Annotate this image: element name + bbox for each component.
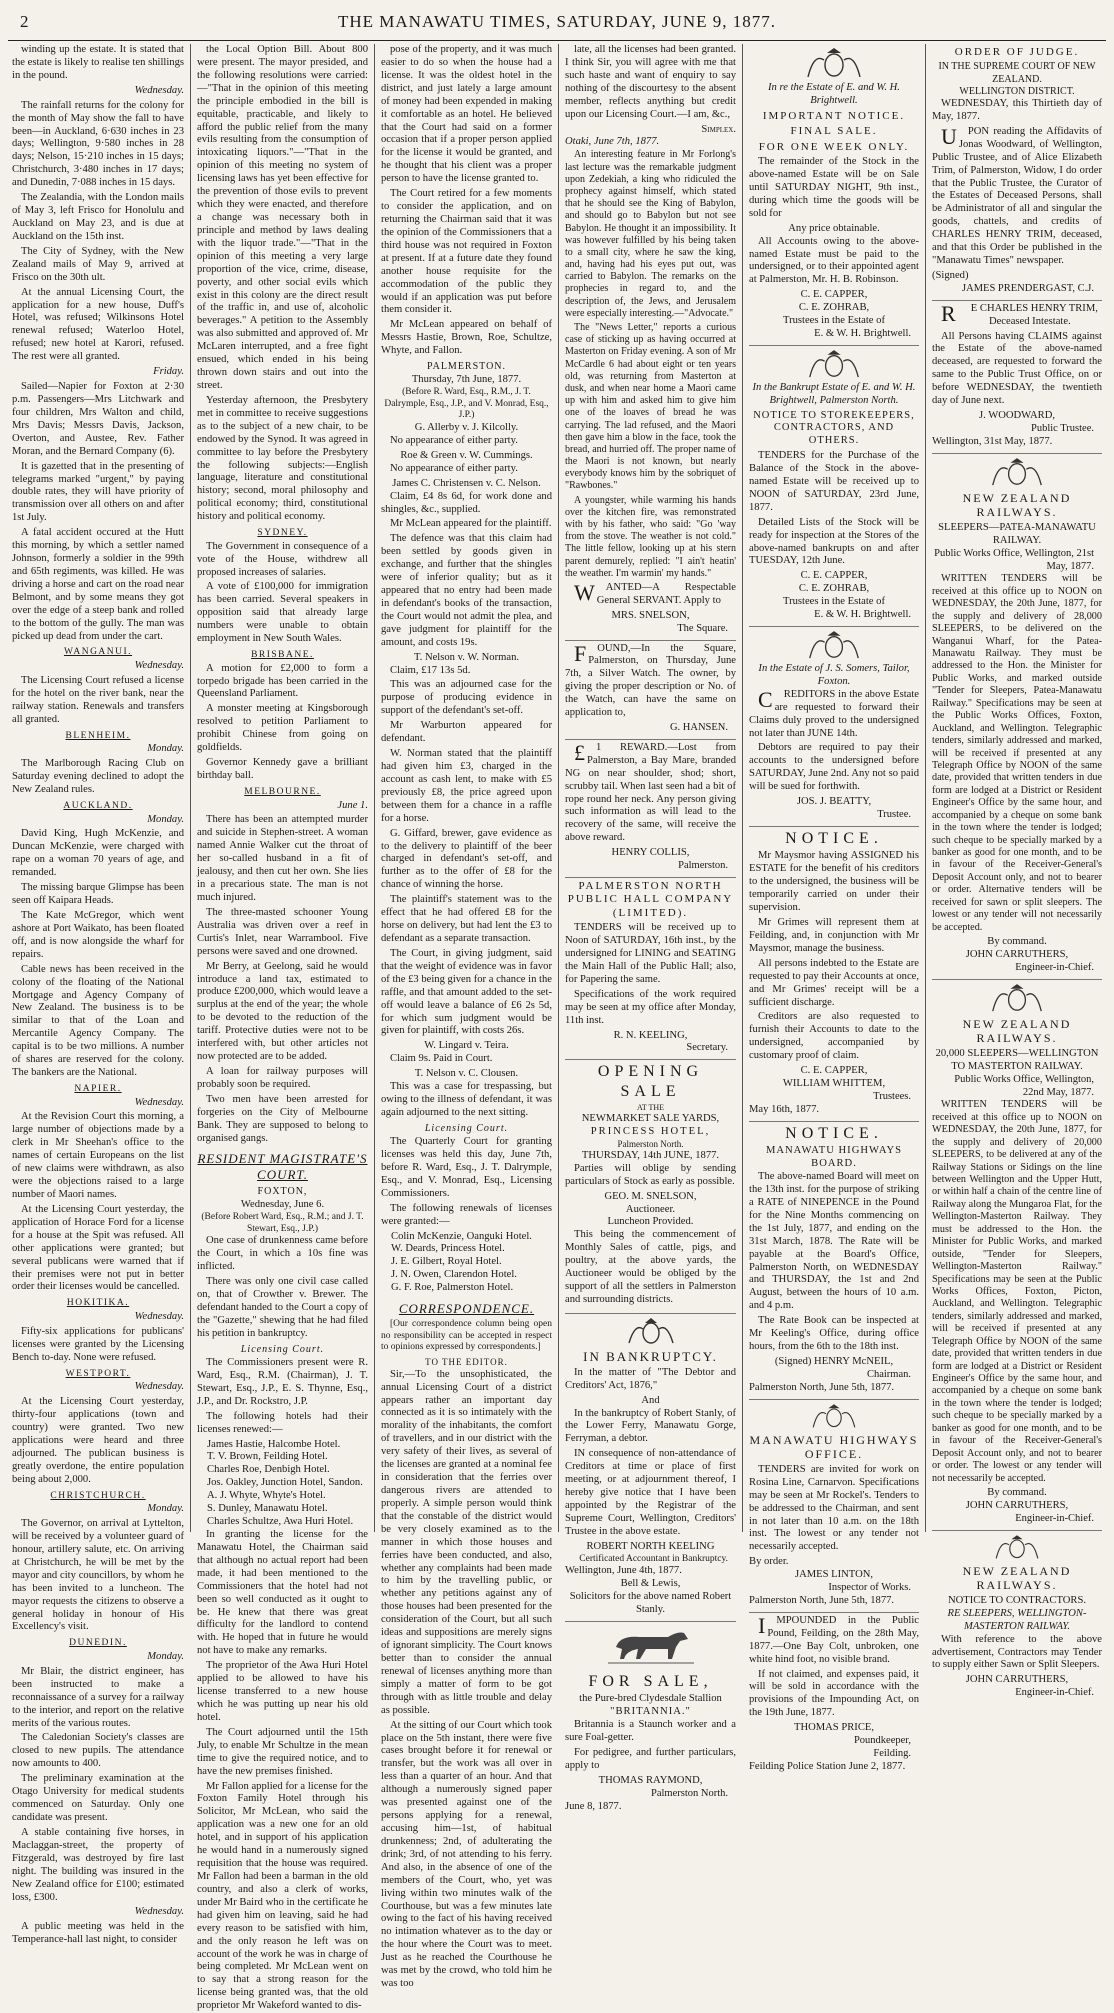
ad-railways-contractors <box>932 1534 1102 1705</box>
list-item: Jos. Oakley, Junction Hotel, Sandon. <box>207 1477 363 1489</box>
article: The missing barque Glimpse has been seen off Kaipara Heads. <box>12 882 184 907</box>
ad-line: Public Works Office, Wellington, 22nd May, 1877. <box>954 1073 1094 1098</box>
article: The Licensing Court refused a license for the hotel on the river bank, near the railway station. Renewals and transfers all granted. <box>12 674 184 725</box>
ad-signature: Auctioneer. <box>625 1203 676 1215</box>
article: The rainfall returns for the colony for the month of May show the fall to have been—in Auckland, 6·630 inches in 23 days; Wellington, 9·580 inches in 28 days; Nelson, 15·210 inches in 15 days; Christchurch, 3·480 inches in 17 days; and Dunedin, 7·088 inches in 15 days. <box>12 99 184 189</box>
masthead <box>0 0 1114 42</box>
article: The following renewals of licenses were granted:— <box>381 1202 552 1227</box>
dateline: Friday. <box>153 366 184 378</box>
ad-signature: Trustees in the Estate of <box>782 315 885 327</box>
columns <box>6 44 1108 2012</box>
ad-signature: J. WOODWARD, <box>978 410 1056 422</box>
ad-heading: FOR ONE WEEK ONLY. <box>758 140 910 153</box>
article: A fatal accident occured at the Hutt this morning, by which a settler named Johnson, formerly a soldier in the 99th and 65th regiments, was killed. He was driving a horse and cart on the road near Belmont, and by some means they got over the edge of a steep bank and rolled to the bottom of the gully. The man was picked up dead from under the cart. <box>12 527 184 642</box>
ad-text: UPON reading the Affidavits of Jonas Woodward, of Wellington, Public Trustee, and of Alice Elizabeth Trim, of Palmerston, Widow, I do order that the Public Trustee, the Curator of the Estates of Deceased Persons, shall be Administrator of all and singular the goods, chattels, and credits of CHARLES HENRY TRIM, deceased, and that this Order be published in the "Manawatu Times" newspaper. <box>932 123 1102 267</box>
ad-heading: IMPORTANT NOTICE. <box>762 109 906 122</box>
list-item: J. N. Owen, Clarendon Hotel. <box>391 1269 517 1281</box>
masthead-rule <box>8 40 1106 41</box>
ad-text: The Rate Book can be inspected at Mr Keeling's Office, during office hours, from the 6th to the 18th inst. <box>749 1315 919 1353</box>
ad-signature: C. E. CAPPER, <box>800 570 868 582</box>
royal-crest-icon <box>989 983 1045 1015</box>
list-item: Charles Roe, Denbigh Hotel. <box>207 1464 330 1476</box>
case-title: Roe & Green v. W. Cummings. <box>400 449 533 461</box>
dateline: Monday. <box>147 1650 184 1662</box>
ad-signature: Public Trustee. <box>1030 422 1094 434</box>
royal-crest-icon <box>993 1534 1041 1562</box>
ad-horse-for-sale <box>565 1625 736 1818</box>
column-6 <box>925 44 1108 1699</box>
ad-line: And <box>641 1394 660 1406</box>
ad-signature: Poundkeeper, <box>853 1735 911 1747</box>
column-2 <box>190 44 374 2012</box>
ad-date: Palmerston North, June 5th, 1877. <box>749 1381 895 1393</box>
ad-signature: JOHN CARRUTHERS, <box>965 1499 1069 1511</box>
dateline: Monday. <box>147 743 184 755</box>
article: Claim, £17 13s 5d. <box>390 664 471 676</box>
ad-heading: NEW ZEALAND RAILWAYS. <box>962 1016 1072 1046</box>
district-heading: SYDNEY. <box>257 528 308 539</box>
article: The proprietor of the Awa Huri Hotel applied to be allowed to have his license transferred to a new house which he was putting up near his old hotel. <box>197 1660 368 1723</box>
ad-line: PRINCESS HOTEL, <box>590 1125 711 1137</box>
court-bench: (Before Robert Ward, Esq., R.M.; and J. T. Stewart, Esq., J.P.) <box>201 1212 364 1234</box>
hotel-list <box>197 1439 368 1529</box>
ad-heading: NOTICE TO STOREKEEPERS, CONTRACTORS, AND OTHERS. <box>753 409 915 447</box>
article: An interesting feature in Mr Forlong's last lecture was the remarkable judgment upon Zedekiah, a king who ridiculed the prophecy against himself, which stated that he should see the King of Babylon, and should go to Babylon but not see Babylon. He thought it an impossibility. It was however fulfilled by his being taken to a small city, where he saw the king, and, having had his eyes put out, was carried to Babylon. The remarks on the prophecies in regard to, and the description of, the Jews, and Jerusalem were especially interesting.—"Advocate." <box>565 149 736 319</box>
ad-line: AT THE <box>636 1103 665 1113</box>
ad-signature: JAMES LINTON, <box>794 1569 874 1581</box>
ad-found <box>565 640 736 740</box>
article: A public meeting was held in the Temperance-hall last night, to consider <box>12 1921 184 1946</box>
district-heading: BLENHEIM. <box>65 730 131 741</box>
ad-text: The above-named Board will meet on the 13th inst. for the purpose of striking a RATE of NINEPENCE in the Pound for the Nine Months commencing on the 1st July, 1877, and ending on the 31st March, 1878. The Rate will be payable at the Board's Office, Palmerston North, on WEDNESDAY and THURSDAY, the 1st and 2nd August, between the hours of 10 a.m. and 4 p.m. <box>749 1171 919 1312</box>
article: This was a case for trespassing, but owing to the illness of defendant, it was again adjourned to the next sitting. <box>381 1081 552 1118</box>
article: The City of Sydney, with the New Zealand mails of May 9, arrived at Frisco on the 30th ult. <box>12 245 184 283</box>
ad-date: Palmerston North, June 5th, 1877. <box>749 1594 895 1606</box>
ad-signature: JOHN CARRUTHERS, <box>965 948 1069 960</box>
ad-heading: OPENING SALE <box>597 1063 704 1100</box>
court-bench: (Before R. Ward, Esq., R.M., J. T. Dalrymple, Esq., J.P., and V. Monrad, Esq., J.P.) <box>384 387 549 421</box>
ad-opening-sale <box>565 1062 736 1314</box>
ad-text: Parties will oblige by sending particulars of Stock as early as possible. <box>565 1162 736 1187</box>
ad-text: All persons indebted to the Estate are requested to pay their Accounts at once, and Mr Grimes' receipt will be a sufficient discharge. <box>749 957 919 1008</box>
ad-line: "BRITANNIA." <box>610 1706 691 1718</box>
ad-line: In the Estate of J. S. Somers, Tailor, Foxton. <box>758 662 910 687</box>
article: At the Licensing Court yesterday, the application of Horace Ford for a license for a house at the Spit was refused. All other applications were granted; but several publicans were warned that if their premises were not put in better order their licenses would be cancelled. <box>12 1203 184 1293</box>
ad-line: (Signed) <box>932 269 969 281</box>
ad-signature: Engineer-in-Chief. <box>1015 1687 1094 1699</box>
ad-somers-estate <box>749 630 919 827</box>
ad-signature: Palmerston. <box>678 860 728 872</box>
ad-reward <box>565 739 736 878</box>
ad-heading: NOTICE. <box>785 1124 883 1142</box>
ad-heading: IN BANKRUPTCY. <box>583 1348 718 1364</box>
ad-signature: JOS. J. BEATTY, <box>796 796 872 808</box>
ad-signature: R. N. KEELING, <box>613 1029 688 1041</box>
ad-signature: (Signed) HENRY McNEIL, <box>774 1355 894 1367</box>
ad-signature: Feilding. <box>873 1747 911 1759</box>
article: A youngster, while warming his hands over the kitchen fire, was remonstrated with by his father, who said: "Go 'way from the stove. The weather is not cold." The little fellow, looking up at his stern parent demurely, replied: "I ain't heatin' the weather. I'm warmin' my hands." <box>565 494 736 579</box>
article: The Caledonian Society's classes are closed to new pupils. The attendance now amounts to 400. <box>12 1732 184 1770</box>
article: This was an adjourned case for the purpose of producing evidence in support of the defendant's set-off. <box>381 679 552 717</box>
list-item: Colin McKenzie, Oanguki Hotel. <box>391 1230 532 1242</box>
article: There was only one civil case called on, that of Crowther v. Brewer. The defendant handed to the Court a copy of the "Gazette," shewing that he had filed his petition in bankruptcy. <box>197 1276 368 1339</box>
article: Governor Kennedy gave a brilliant birthday ball. <box>197 757 368 782</box>
article: winding up the estate. It is stated that the estate is likely to realise ten shillings in the pound. <box>12 44 184 81</box>
ad-line: In re the Estate of E. and W. H. Brightwell. <box>768 82 900 106</box>
ad-signature: GEO. M. SNELSON, <box>604 1190 697 1202</box>
ad-text: £1 REWARD.—Lost from Palmerston, a Bay Mare, branded NG on near shoulder, shod; short, scrubby tail. When last seen had a bit of rope round her neck. Any person giving such information as will lead to the recovery of the same, will receive the above reward. <box>565 739 736 844</box>
ad-order-of-judge <box>932 46 1102 301</box>
article: A motion for £2,000 to form a torpedo brigade has been carried in the Queensland Parliament. <box>197 662 368 700</box>
article: It is gazetted that in the presenting of telegrams marked "urgent," by paying double rates, they will have priority of transmission over all others on and after 1st July. <box>12 460 184 524</box>
ad-line: Solicitors for the above named Robert Stanly. <box>569 1591 732 1615</box>
ad-subheading: SLEEPERS—PATEA-MANAWATU RAILWAY. <box>938 521 1096 546</box>
list-item: T. V. Brown, Feilding Hotel. <box>207 1451 328 1463</box>
article: The Governor, on arrival at Lyttelton, will be received by a volunteer guard of honour, artillery salute, etc. On arriving at Christchurch, he will be met by the mayor and city councillors, by whom he has been invited to a luncheon. The mayor requests the citizens to observe a general holiday in honour of His Excellency's visit. <box>12 1518 184 1633</box>
article: Mr Blair, the district engineer, has been instructed to make a reconnaissance of a survey for a railway to the interior, and report on the relative merits of the various routes. <box>12 1665 184 1729</box>
ad-signature: THOMAS PRICE, <box>793 1722 875 1734</box>
letter-text: late, all the licenses had been granted. I think Sir, you will agree with me that such haste and want of enquiry to say nothing of the discourtesy to the absent member, reflects anything but credit upon our Licensing Court.—I am, &c., <box>565 44 736 120</box>
article: The Quarterly Court for granting licenses was held this day, June 7th, before R. Ward, Esq., J. T. Dalrymple, Esq., and V. Monrad, Esq., Licensing Commissioners. <box>381 1136 552 1199</box>
article: There has been an attempted murder and suicide in Stephen-street. A woman named Annie Walker cut the throat of her so-called husband in a fit of jealousy, and then cut her own. She lies in a precarious state. The man is not much injured. <box>197 814 368 903</box>
case-title: T. Nelson v. C. Clousen. <box>414 1068 519 1080</box>
ad-railways-patea <box>932 457 1102 980</box>
ad-date: Wellington, 31st May, 1877. <box>932 435 1053 447</box>
ad-subheading: MANAWATU HIGHWAYS BOARD. <box>765 1145 903 1170</box>
ad-line: By command. <box>987 1486 1047 1498</box>
district-heading: MELBOURNE. <box>244 786 321 797</box>
horse-icon <box>606 1625 696 1669</box>
article: The Marlborough Racing Club on Saturday evening declined to adopt the New Zealand rules. <box>12 758 184 796</box>
district-heading: NAPIER. <box>74 1083 122 1094</box>
article: Cable news has been received in the colony of the floating of the National Mortgage and Agency Company of New Zealand. The business is to be similar to that of the Loan and Mercantile Agency Company. The capital is to be two millions. A number of shares are reserved for the colony. The bankers are the National. <box>12 963 184 1079</box>
article: No appearance of either party. <box>390 462 518 474</box>
ad-text: TENDERS for the Purchase of the Balance of the Stock in the above-named Estate will be received up to NOON of SATURDAY, 23rd June, 1877. <box>749 450 919 513</box>
district-heading: HOKITIKA. <box>66 1298 130 1309</box>
ad-signature: Inspector of Works. <box>828 1582 911 1594</box>
case-title: W. Lingard v. Teira. <box>424 1040 509 1052</box>
article: The Court retired for a few moments to consider the application, and on returning the Chairman said that it was the opinion of the Commissioners that a third house was not required in Foxton at present. If at a future date they found another house requisite for the accommodation of the public they would if an application was put before them consider it. <box>381 188 552 316</box>
ad-text: With reference to the above advertisement, Contractors may Tender to supply either Sawn or Split Sleepers. <box>932 1633 1102 1671</box>
dateline: Wednesday. <box>134 84 184 96</box>
article: W. Norman stated that the plaintiff had given him £3, charged in the account as cash lent, to make with £5 previously £8, the price agreed upon between them for a chance in a raffle for a horse. <box>381 748 552 824</box>
royal-crest-icon <box>806 349 862 381</box>
ad-text: Detailed Lists of the Stock will be ready for inspection at the Stores of the above-named bankrupts on and after TUESDAY, 12th June. <box>749 516 919 567</box>
letter-text: At the sitting of our Court which took place on the 5th instant, there were five cases brought before it for renewal or transfer, but the work was all over in less than a quarter of an hour. And that although a numerously signed paper was presented against one of the persons applying for a renewal, accusing him—1st, of habitual drunkenness; 2nd, of adulterating the drink; 3rd, of not attending to his ferry. And also, in the absence of one of the members of the Court, who, yet was living within two minutes walk of the Courthouse, but was a few minutes late owing to the fact of his having received no intimation whatever as to the day or the hour where the Court was to meet. Just as he reached the Courthouse he was met by the crowd, who told him he was too <box>381 1719 552 1990</box>
article: A loan for railway purposes will probably soon be required. <box>197 1065 368 1090</box>
district-heading: BRISBANE. <box>251 650 314 661</box>
ad-text: Mr Grimes will represent them at Feilding, and, in conjunction with Mr Maysmor, manage the business. <box>749 917 919 954</box>
ad-signature: Trustees in the Estate of <box>782 596 885 608</box>
ad-text: TENDERS are invited for work on Rosina Line, Carnarvon. Specifications may be seen at Mr Rockel's. Tenders to be addressed to the Chairman, and sent in not later than 10 a.m. on the 18th inst. The lowest or any tender not necessarily accepted. <box>749 1463 919 1553</box>
dateline: Monday. <box>147 1503 184 1515</box>
article: The Kate McGregor, which went ashore at Port Waikato, has been floated off, and is now alongside the wharf for repairs. <box>12 909 184 960</box>
ad-text: The remainder of the Stock in the above-named Estate will be on Sale until SATURDAY NIGHT, 9th inst., during which time the goods will be sold for <box>749 156 919 219</box>
article: At the annual Licensing Court, the application for a new house, Duff's Hotel, was refused; Wilkinsons Hotel renewal refused; Waterloo Hotel, refused; new hotel at Karori, refused. The rest were all granted. <box>12 286 184 363</box>
ad-text: This being the commencement of Monthly Sales of cattle, pigs, and poultry, at the above yards, the Auctioneer would be obliged by the support of all the settlers in Palmerston and surrounding districts. <box>565 1229 736 1305</box>
district-heading: WANGANUI. <box>63 647 133 658</box>
ad-line: the Pure-bred Clydesdale Stallion <box>579 1693 722 1705</box>
ad-heading: PALMERSTON NORTH PUBLIC HALL COMPANY (LIMITED). <box>567 879 734 919</box>
letter-signature: Simplex. <box>701 123 736 135</box>
ad-signature: The Square. <box>677 622 728 634</box>
dateline: Monday. <box>147 813 184 825</box>
ad-text: WANTED—A Respectable General SERVANT. Apply to <box>574 579 736 606</box>
ad-heading: FINAL SALE. <box>790 125 878 138</box>
ad-line: Any price obtainable. <box>788 222 880 234</box>
article: Fifty-six applications for publicans' licenses were granted by the Licensing Bench to-day. None were refused. <box>12 1325 184 1363</box>
ad-text: TENDERS will be received up to Noon of SATURDAY, 16th inst., by the undersigned for LINING and SEATING the Main Hall of the Public Hall; also, for Papering the same. <box>565 922 736 985</box>
royal-crest-icon <box>810 1403 858 1431</box>
ad-subheading: NOTICE TO CONTRACTORS. <box>947 1594 1087 1606</box>
column-4 <box>558 44 742 1812</box>
column-1 <box>6 44 190 1946</box>
article: A vote of £100,000 for immigration has been carried. Several speakers in opposition said that already large numbers were unable to obtain employment in New South Wales. <box>197 581 368 645</box>
ad-signature: MRS. SNELSON, <box>611 609 690 621</box>
ad-line: WELLINGTON DISTRICT. <box>959 85 1075 97</box>
ad-line: By order. <box>749 1556 789 1568</box>
ad-signature: C. E. ZOHRAB, <box>798 583 870 595</box>
ad-heading: NEW ZEALAND RAILWAYS. <box>962 490 1072 520</box>
ad-text: IMPOUNDED in the Public Pound, Feilding, on the 28th May, 1877.—One Bay Colt, unbroken, one white hind foot, no visible brand. <box>749 1612 919 1665</box>
ad-text: Specifications of the work required may be seen at my office after Monday, 11th inst. <box>565 988 736 1026</box>
ad-final-sale <box>749 47 919 346</box>
ad-text: Britannia is a Staunch worker and a sure Foal-getter. <box>565 1719 736 1744</box>
district-heading: WESTPORT. <box>65 1368 131 1379</box>
ad-line: In the Bankrupt Estate of E. and W. H. Brightwell, Palmerston North. <box>752 381 916 406</box>
ad-text: WEDNESDAY, this Thirtieth day of May, 1877. <box>932 97 1102 122</box>
ad-text: CREDITORS in the above Estate are requested to forward their Claims duly proved to the undersigned not later than JUNE 14th. <box>749 686 919 739</box>
article: Mr Berry, at Geelong, said he would introduce a land tax, estimated to produce £200,000, which would leave a surplus at the end of the year; the whole to be devoted to the reduction of the tariff. Protective duties were not to be interfered with, but other articles not now protected are to be added. <box>197 960 368 1063</box>
ad-highways-office <box>749 1403 919 1613</box>
dateline: Wednesday. <box>134 1906 184 1918</box>
ad-signature: Certificated Accountant in Bankruptcy. <box>579 1553 728 1564</box>
dateline: Wednesday. <box>134 660 184 672</box>
ad-public-hall <box>565 880 736 1060</box>
article: Claim 9s. Paid in Court. <box>390 1053 493 1065</box>
ad-signature: JAMES PRENDERGAST, C.J. <box>962 282 1094 294</box>
article: David King, Hugh McKenzie, and Duncan McKenzie, were charged with rape on a woman 70 years of age, and remanded. <box>12 828 184 879</box>
ad-signature: E. & W. H. Brightwell. <box>814 609 911 621</box>
article: Mr Fallon applied for a license for the Foxton Family Hotel through his Solicitor, Mr McLean, who said the application was a new one for an old hotel, and in support of his application he would hand in a numerously signed requisition that the house was required. Mr Fallon had been a barman in the old country, and also a clerk of works, under Mr Baird who in the certificate he had given him on leaving, said he had every reason to be satisfied with him, and the only reason he left was on account of the work he was in charge of being completed. Mr McLean went on to say that a strong reason for the license being granted was, that the old proprietor Mr Wakeford wanted to dis- <box>197 1780 368 2012</box>
case-title: G. Allerby v. J. Kilcolly. <box>414 421 519 433</box>
page-number: 2 <box>20 12 29 31</box>
ad-text: Mr Maysmor having ASSIGNED his ESTATE for the benefit of his creditors to the undersigned, the business will be temporarily carried on under their supervision. <box>749 850 919 914</box>
article: The defence was that this claim had been settled by goods given in exchange, and further that the shingles were of inferior quality; but as it appeared that no entry had been made in defendant's books of the transaction, the Court would not admit the plea, and gave judgment for plaintiff for the amount, and costs 19s. <box>381 533 552 648</box>
ad-signature: Palmerston North. <box>651 1787 728 1799</box>
renewal-list <box>381 1231 552 1296</box>
ad-stock-tenders <box>749 349 919 627</box>
ad-line: By command. <box>987 936 1047 948</box>
list-item: Charles Schultze, Awa Huri Hotel. <box>207 1516 354 1528</box>
ad-signature: WILLIAM WHITTEM, <box>782 1078 886 1090</box>
article: The Court, in giving judgment, said that the weight of evidence was in favor of the £3 being given for a chance in the raffle, and that amount added to the set-off would leave a balance of £6 2s 5d, for which sum judgment would be given for plaintiff, with costs 26s. <box>381 947 552 1037</box>
royal-crest-icon <box>989 457 1045 489</box>
ad-signature: HENRY COLLIS, <box>611 847 690 859</box>
article: No appearance of either party. <box>390 434 518 446</box>
ad-trim-estate <box>932 300 1102 454</box>
district-heading: AUCKLAND. <box>63 800 133 811</box>
place-heading: FOXTON, <box>257 1186 308 1198</box>
ad-impounded <box>749 1612 919 1778</box>
ad-signature: G. HANSEN. <box>669 722 728 734</box>
ad-line: NEWMARKET SALE YARDS, <box>581 1113 720 1125</box>
article: At the Revision Court this morning, a large number of objections made by a clerk in Mr Sheehan's office to the names of certain Europeans on the list of new claims were withdrawn, as also were the objections raised to a large number of Maori names. <box>12 1111 184 1200</box>
article: The Zealandia, with the London mails of May 3, left Frisco for Honolulu and Auckland on May 23, and is due at Auckland on the 15th inst. <box>12 192 184 242</box>
article: The following hotels had their licenses renewed:— <box>197 1410 368 1435</box>
ad-heading: FOR SALE, <box>588 1672 713 1690</box>
ad-text: All Persons having CLAIMS against the Estate of the above-named deceased, are requested to forward the same to the Public Trust Office, on or before WEDNESDAY, the twentieth day of June next. <box>932 330 1102 407</box>
article: Yesterday afternoon, the Presbytery met in committee to receive suggestions as to the subject of a new chair, to be endowed by the Synod. It was agreed in committee to lay before the Presbytery the following subjects:—English language, literature and constitutional history; second, moral philosophy and political economy; third, constitutional history and political economy. <box>197 394 368 523</box>
royal-crest-icon <box>806 630 862 662</box>
section-heading: CORRESPONDENCE. <box>398 1301 535 1317</box>
ad-signature: C. E. CAPPER, <box>800 289 868 301</box>
case-title: James C. Christensen v. C. Nelson. <box>392 477 541 489</box>
ad-signature: Engineer-in-Chief. <box>1015 961 1094 973</box>
section-heading: RESIDENT MAGISTRATE'S COURT. <box>197 1151 368 1183</box>
article: One case of drunkenness came before the Court, in which a 10s fine was inflicted. <box>197 1235 368 1273</box>
list-item: S. Dunley, Manawatu Hotel. <box>207 1503 328 1515</box>
ad-signature: Chairman. <box>866 1368 911 1380</box>
ad-line: THURSDAY, 14th JUNE, 1877. <box>581 1149 720 1161</box>
place-heading: PALMERSTON. <box>426 361 507 373</box>
article: The Commissioners present were R. Ward, Esq., R.M. (Chairman), J. T. Stewart, Esq., J.P., E. S. Thynne, Esq., J.P., and Dr. Rockstro, J.P. <box>197 1357 368 1407</box>
ad-date: Feilding Police Station June 2, 1877. <box>749 1760 906 1772</box>
ad-signature: Trustees. <box>873 1090 911 1102</box>
ad-text: If not claimed, and expenses paid, it will be sold in accordance with the provisions of the Impounding Act, on the 19th June, 1877. <box>749 1668 919 1719</box>
article: The plaintiff's statement was to the effect that he had offered £8 for the horse on delivery, but had lent the £3 to defendant as a separate transaction. <box>381 894 552 944</box>
masthead-title: THE MANAWATU TIMES, SATURDAY, JUNE 9, 1877. <box>337 12 777 31</box>
list-item: J. E. Gilbert, Royal Hotel. <box>391 1256 502 1268</box>
ad-line: Palmerston North. <box>617 1138 684 1149</box>
article: The Government in consequence of a vote of the House, withdrew all proposed increases of salaries. <box>197 540 368 578</box>
ad-text: WRITTEN TENDERS will be received at this office up to NOON on WEDNESDAY, the 20th June, 1877, for the supply and delivery of 28,000 SLEEPERS, to be delivered on the Wanganui Wharf, for the Patea-Manawatu Railway. They must be addressed to the Hon. the Minister for Public Works, and marked outside "Tender for Sleepers, Patea-Manawatu Railway." Specifications may be seen at the Public Works Offices, Foxton, Auckland, and Wellington. Telegraphic tenders, similarly addressed and marked, will be received if presented at any Telegraph Office by NOON of the same date, provided that written tenders in due form are lodged at a District or Resident Engineer's Office by the same hour, and accompanied by a cheque on some bank in the town where the tender is lodged; such cheque to be specially marked by a banker as good for one month, and to be in favour of the Receiver-General's Deposit Account only, and not to bearer or order. Alternative tenders will be received for sawn or split sleepers. The lowest or any tender will not necessarily be accepted. <box>932 573 1102 933</box>
ad-bankruptcy <box>565 1317 736 1622</box>
ad-signature: C. E. CAPPER, <box>800 1065 868 1077</box>
district-heading: CHRISTCHURCH. <box>50 1490 146 1501</box>
ad-line: Public Works Office, Wellington, 21st May, 1877. <box>934 547 1094 572</box>
letter-heading: TO THE EDITOR. <box>425 1356 508 1367</box>
case-title: T. Nelson v. W. Norman. <box>413 651 520 663</box>
dateline: Wednesday. <box>134 1096 184 1108</box>
article: A stable containing five horses, in Maclaggan-street, the property of Fitzgerald, was destroyed by fire last night. The building was insured in the New Zealand office for £100; estimated loss, £300. <box>12 1826 184 1903</box>
ad-text: FOUND,—In the Square, Palmerston, on Thursday, June 7th, a Silver Watch. The owner, by giving the proper description or No. of the Watch, can have the same on application to, <box>565 640 736 719</box>
ad-railways-masterton <box>932 983 1102 1531</box>
district-heading: DUNEDIN. <box>69 1638 127 1649</box>
list-item: G. F. Roe, Palmerston Hotel. <box>391 1282 514 1294</box>
article: The preliminary examination at the Otago University for medical students commenced on Saturday. Only one candidate was present. <box>12 1773 184 1824</box>
ad-text: All Accounts owing to the above-named Estate must be paid to the undersigned, or to their appointed agent at Palmerston, Mr. H. B. Robinson. <box>749 235 919 286</box>
ad-maysmor-notice <box>749 829 919 1122</box>
ad-subheading: RE SLEEPERS, WELLINGTON-MASTERTON RAILWAY. <box>947 1607 1087 1632</box>
court-date: Wednesday, June 6. <box>240 1199 325 1211</box>
subsection-heading: Licensing Court. <box>424 1122 509 1134</box>
article: pose of the property, and it was much easier to do so when the house had a license. It was the oldest hotel in the district, and just lately a large amount of money had been expended in making it comfortable as an hotel. He believed that the Court had said on a former occasion that if a proper person applied for the license it would be granted, and he thought that his client was a proper person to have the license granted to. <box>381 44 552 185</box>
article: Mr McLean appeared for the plaintiff. <box>390 518 552 530</box>
article: In granting the license for the Manawatu Hotel, the Chairman said that although no actual report had been made, it had been mentioned to the Commissioners that the hotel had not been so well conducted as it ought to be. He knew that there was great difficulty for the landlord to contend with. He hoped that in future he would not have to make any remarks. <box>197 1529 368 1657</box>
court-date: Thursday, 7th June, 1877. <box>411 374 522 386</box>
ad-heading: MANAWATU HIGHWAYS OFFICE. <box>749 1432 919 1462</box>
article: Mr McLean appeared on behalf of Messrs Hastie, Brown, Roe, Schultze, Whyte, and Fallon. <box>381 319 552 357</box>
editorial-note: [Our correspondence column being open no responsibility can be accepted in respect to opinions expressed by correspondents.] <box>381 1319 552 1353</box>
letter-text: Sir,—To the unsophisticated, the annual Licensing Court of a district appears rather an important day connected as it is so intimately with the morality of the inhabitants, the comfort of travellers, and in our district with the very safety of their lives, as several of the licenses are granted at a nominal fee in consideration that the ferries over dangerous rivers are attended to properly. A simple person would think that the constable of the district would be very closely examined as to the manner in which those houses and ferries have been conducted, and also, whether any complaints had been made to him by the travelling public, or whether any petitions against any of those houses had been presented for the consideration of the Court, but all such ideas and suppositions are merely signs of ignorant simplicity. The Court knows better than to consider the annual renewal of licenses anything more than simply a matter of form to be got through with as little trouble and delay as possible. <box>381 1368 552 1716</box>
article: The "News Letter," reports a curious case of sticking up as having occurred at Masterton on Friday evening. A son of Mr McCardle 6 had about eight or ten years old, was returning from Masterton at dusk, and when near home a Maori came up with him and asked him to give him one of the loaves of bread he was carrying. The lad refused, and the Maori then gave him a blow in the face, took the bread, and hurried off. The proper name of the Maori is not known, but nearly everybody knows him by the sobriquet of "Rawbones." <box>565 322 736 492</box>
ad-signature: Secretary. <box>686 1042 728 1054</box>
royal-crest-icon <box>625 1317 677 1347</box>
article: Mr Warburton appeared for defendant. <box>381 720 552 745</box>
ad-text: Debtors are required to pay their accounts to the undersigned before SATURDAY, June 2nd. Any not so paid will be sued for forthwith. <box>749 742 919 793</box>
ad-text: For pedigree, and further particulars, apply to <box>565 1747 736 1772</box>
ad-text: WRITTEN TENDERS will be received at this office up to NOON on WEDNESDAY, the 20th June, 1877, for the supply and delivery of 20,000 SLEEPERS, to be delivered at any of the Railway Stations or Sidings on the line between Wellington and the Upper Hutt, or within half a chain of the centre line of Railway along the Mungaroa Flat, for the Wellington-Masterton Railway. They must be addressed to the Hon. the Minister for Public Works, and marked outside, "Tender for Sleepers, Wellington-Masterton Railway." Specifications may be seen at the Public Works Offices, Foxton, Picton, Auckland, and Wellington. Telegraphic tenders, similarly addressed and marked, will be received if presented at any Telegraph Office by NOON of the same date, provided that written tenders in due form are lodged at a District or Resident Engineer's Office by the same hour, and accompanied by a cheque on some bank in the town where the tender is lodged; such cheque to be specially marked by a banker as good for one month, and to be in favour of the Receiver-General's Deposit Account only, and not to bearer or order. The lowest or any tender will not necessarily be accepted. <box>932 1099 1102 1484</box>
ad-date: June 8, 1877. <box>565 1800 622 1812</box>
ad-signature: E. & W. H. Brightwell. <box>814 328 911 340</box>
dateline: June 1. <box>337 799 368 811</box>
ad-line: Luncheon Provided. <box>607 1216 694 1228</box>
ad-text: In the bankruptcy of Robert Stanly, of the Lower Ferry, Manawatu Gorge, Ferryman, a debtor. <box>565 1407 736 1445</box>
column-3 <box>374 44 558 1990</box>
ad-text: Creditors are also requested to furnish their Accounts to date to the undersigned, accompanied by customary proof of claim. <box>749 1011 919 1062</box>
ad-wanted <box>565 579 736 641</box>
ad-heading: NOTICE. <box>785 829 883 847</box>
article: The three-masted schooner Young Australia was driven over a reef in Curtis's Inlet, near Warrambool. Five persons were saved and one drowned. <box>197 906 368 957</box>
ad-signature: JOHN CARRUTHERS, <box>965 1674 1069 1686</box>
ad-signature: C. E. ZOHRAB, <box>798 302 870 314</box>
list-item: James Hastie, Halcombe Hotel. <box>207 1438 341 1450</box>
ad-heading: RE CHARLES HENRY TRIM, Deceased Intestate. <box>941 300 1098 327</box>
ad-signature: THOMAS RAYMOND, <box>598 1774 703 1786</box>
dateline: Wednesday. <box>134 1381 184 1393</box>
article: Two men have been arrested for forgeries on the City of Melbourne Bank. They are supposed to belong to organised gangs. <box>197 1093 368 1144</box>
ad-subheading: 20,000 SLEEPERS—WELLINGTON TO MASTERTON RAILWAY. <box>935 1047 1099 1072</box>
article: A monster meeting at Kingsborough resolved to petition Parliament to prohibit Chinese from going on goldfields. <box>197 703 368 754</box>
ad-date: May 16th, 1877. <box>749 1103 820 1115</box>
ad-heading: NEW ZEALAND RAILWAYS. <box>962 1563 1072 1593</box>
ad-date: Wellington, June 4th, 1877. <box>565 1565 682 1577</box>
ad-heading: ORDER OF JUDGE. <box>954 46 1080 58</box>
dateline: Wednesday. <box>134 1310 184 1322</box>
ad-signature: Bell & Lewis, <box>620 1578 681 1590</box>
article: At the Licensing Court yesterday, thirty-four applications (town and country) were granted. Two new applications were heard and three adjourned. The publican business is greatly overdone, the entire population being about 2,000. <box>12 1396 184 1485</box>
royal-crest-icon <box>804 47 864 81</box>
ad-line: IN THE SUPREME COURT OF NEW ZEALAND. <box>938 61 1096 85</box>
letter-date: Otaki, June 7th, 1877. <box>565 136 660 148</box>
article: G. Giffard, brewer, gave evidence as to the delivery to plaintiff of the beer charged in defendant's set-off, and further as to the offer of £8 for the chance of winning the horse. <box>381 827 552 891</box>
article: the Local Option Bill. About 800 were present. The mayor presided, and the following resolutions were carried:—"That in the opinion of this meeting the principle embodied in the bill is equitable, practicable, and likely to afford the public relief from the many evils resulting from the consumption of intoxicating liquors."—"That in the opinion of this meeting no system of licensing laws has yet been effective for the prevention of those evils to prevent which they were enacted, and therefore a change was necessary both in principle and method by laws dealing with the liquor trade."—"That in the opinion of this meeting a very large proportion of the vice, crime, disease, poverty, and other social evils which exist in this colony are the direct result of the traffic in, and use of, alcoholic beverages." A petition to the Assembly was also submitted and approved of. Mr McLaren interrupted, and a free fight ensued, which ended in his being thrown down stairs and out into the street. <box>197 44 368 391</box>
list-item: A. J. Whyte, Whyte's Hotel. <box>207 1490 326 1502</box>
ad-text: IN consequence of non-attendance of Creditors at time or place of first meeting, or at adjournment thereof, I hereby give notice that I have been appointed by the Registrar of the Supreme Court, Wellington, Creditors' Trustee in the above estate. <box>565 1448 736 1537</box>
list-item: W. Deards, Princess Hotel. <box>391 1243 505 1255</box>
ad-signature: ROBERT NORTH KEELING <box>586 1540 715 1552</box>
column-5 <box>742 44 925 1772</box>
article: Sailed—Napier for Foxton at 2·30 p.m. Passengers—Mrs Litchwark and four children, Mrs Walton and child, Mrs Davis; Messrs Davis, Jackson, Overton, and Austee, Rev. Father Moran, and the Bernard Company (6). <box>12 381 184 457</box>
ad-signature: Trustee. <box>877 809 911 821</box>
article: Claim, £4 8s 6d, for work done and shingles, &c., supplied. <box>381 490 552 515</box>
ad-signature: Engineer-in-Chief. <box>1015 1512 1094 1524</box>
article: The Court adjourned until the 15th July, to enable Mr Schultze in the mean time to give the required notice, and to have the new premises finished. <box>197 1726 368 1777</box>
ad-text: In the matter of "The Debtor and Creditors' Act, 1876," <box>565 1366 736 1391</box>
subsection-heading: Licensing Court. <box>240 1343 325 1355</box>
ad-highways-board <box>749 1124 919 1400</box>
